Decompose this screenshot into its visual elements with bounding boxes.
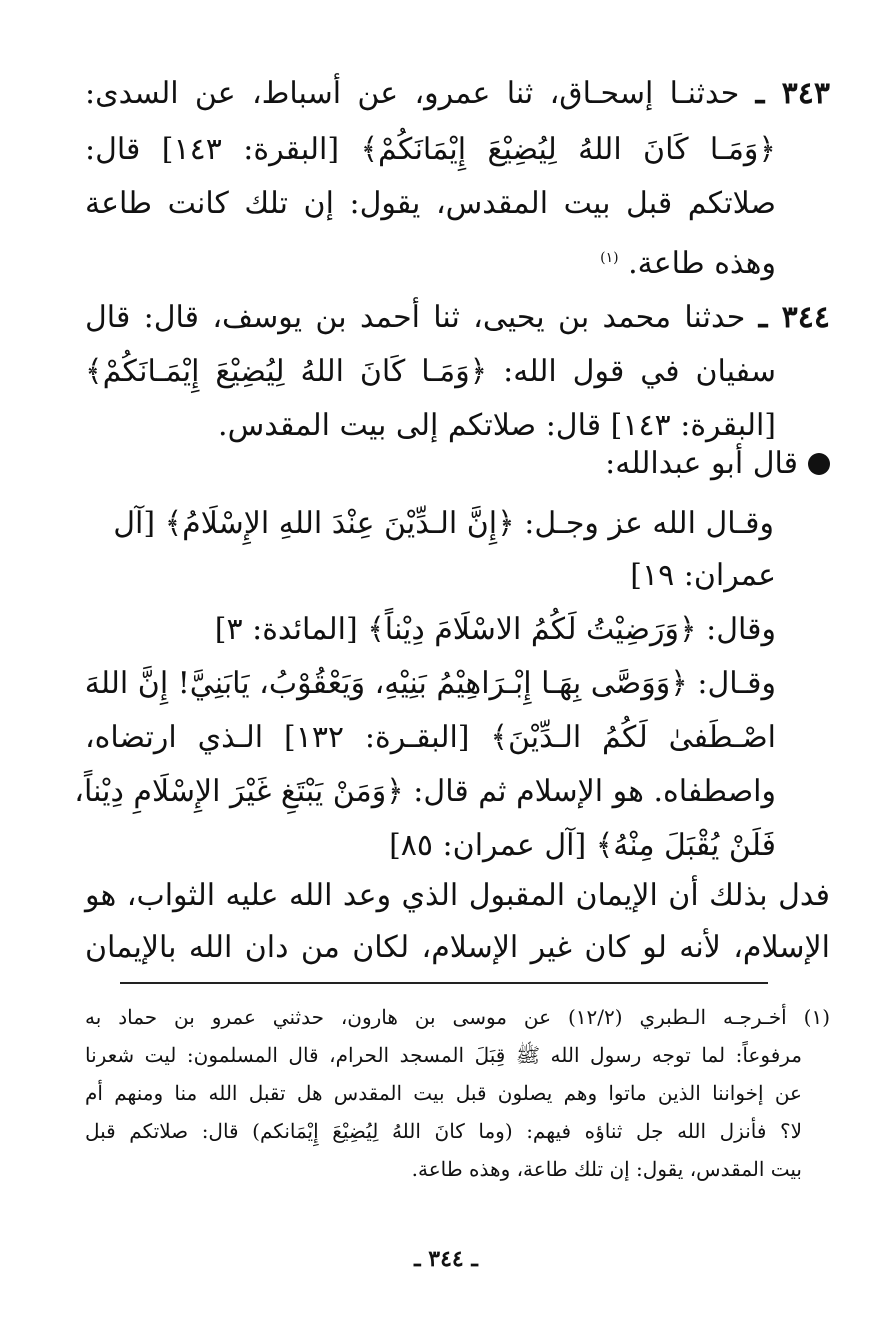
commentary-line-6: واصطفاه. هو الإسلام ثم قال: ﴿وَمَنْ يَبْتَغِ غَيْرَ الإِسْلَامِ دِيْناً، [74, 774, 776, 809]
commentary-line-5: اصْـطَفىٰ لَكُمُ الـدِّيْنَ﴾ [البقـرة: ١٣٢] الـذي ارتضاه، [85, 720, 777, 755]
commentary-line-3: وقال: ﴿وَرَضِيْتُ لَكُمُ الاسْلَامَ دِيْناً﴾ [المائدة: ٣] [214, 612, 776, 647]
commentary-heading-line [605, 436, 830, 492]
hadith-344-line-1 [85, 290, 830, 346]
footnote-line-4: لا؟ فأنزل الله جل ثناؤه فيهم: (وما كانَ اللهُ لِيُضِيْعَ إِيْمَانكم) قال: صلاتكم قبل [85, 1119, 802, 1143]
footnote-line-3: عن إخواننا الذين ماتوا وهم يصلون قبل بيت المقدس هل تقبل الله منا ومنهم أم [85, 1081, 802, 1105]
hadith-343-line-3: صلاتكم قبل بيت المقدس، يقول: إن تلك كانت طاعة [85, 186, 776, 221]
hadith-344-line-3: [البقرة: ١٤٣] قال: صلاتكم إلى بيت المقدس. [218, 408, 776, 443]
hadith-344-line-2: سفيان في قول الله: ﴿وَمَـا كَانَ اللهُ لِيُضِيْعَ إِيْمَـانَكُمْ﴾ [85, 354, 776, 389]
hadith-344-text-1: حدثنا محمد بن يحيى، ثنا أحمد بن يوسف، قال: قال [85, 300, 746, 335]
hadith-343-line-2: ﴿وَمَـا كَانَ اللهُ لِيُضِيْعَ إِيْمَانَكُمْ﴾ [البقرة: ١٤٣] قال: [85, 132, 776, 167]
commentary-line-8: فدل بذلك أن الإيمان المقبول الذي وعد الله عليه الثواب، هو [85, 878, 830, 913]
page-number: ـ ٣٤٤ ـ [414, 1246, 478, 1272]
hadith-343-line-1 [85, 66, 830, 122]
commentary-line-1: وقـال الله عز وجـل: ﴿إِنَّ الـدِّيْنَ عِنْدَ اللهِ الإِسْلَامُ﴾ [آل [113, 506, 774, 541]
footnote-line-2: مرفوعاً: لما توجه رسول الله ﷺ قِبَلَ المسجد الحرام، قال المسلمون: ليت شعرنا [85, 1043, 802, 1067]
footnote-line-1: (١) أخـرجـه الـطبري (١٢/٢) عن موسى بن هارون، حدثني عمرو بن حماد به [85, 1005, 831, 1029]
commentary-heading: قال أبو عبدالله: [605, 446, 798, 481]
hadith-343-line-4 [600, 230, 776, 286]
commentary-line-2: عمران: ١٩] [630, 558, 776, 593]
hadith-343-number: ٣٤٣ ـ [755, 76, 830, 111]
hadith-343-text-1: حدثنـا إسحـاق، ثنا عمرو، عن أسباط، عن السدى: [85, 76, 740, 111]
bullet-icon [808, 453, 830, 475]
commentary-line-7: فَلَنْ يُقْبَلَ مِنْهُ﴾ [آل عمران: ٨٥] [389, 828, 776, 863]
hadith-344-number: ٣٤٤ ـ [758, 300, 831, 335]
hadith-343-text-4: وهذه طاعة. [628, 246, 776, 281]
footnote-marker[interactable]: (١) [600, 250, 619, 266]
commentary-line-4: وقـال: ﴿وَوَصَّى بِهَـا إِبْـرَاهِيْمُ بَنِيْهِ، وَيَعْقُوْبُ، يَابَنِيَّ! إِنَّ اللهَ [84, 666, 776, 701]
commentary-line-9: الإسلام، لأنه لو كان غير الإسلام، لكان من دان الله بالإيمان [85, 930, 830, 965]
footnote-line-5: بيت المقدس، يقول: إن تلك طاعة، وهذه طاعة. [411, 1157, 802, 1181]
footnote-divider [120, 982, 768, 984]
